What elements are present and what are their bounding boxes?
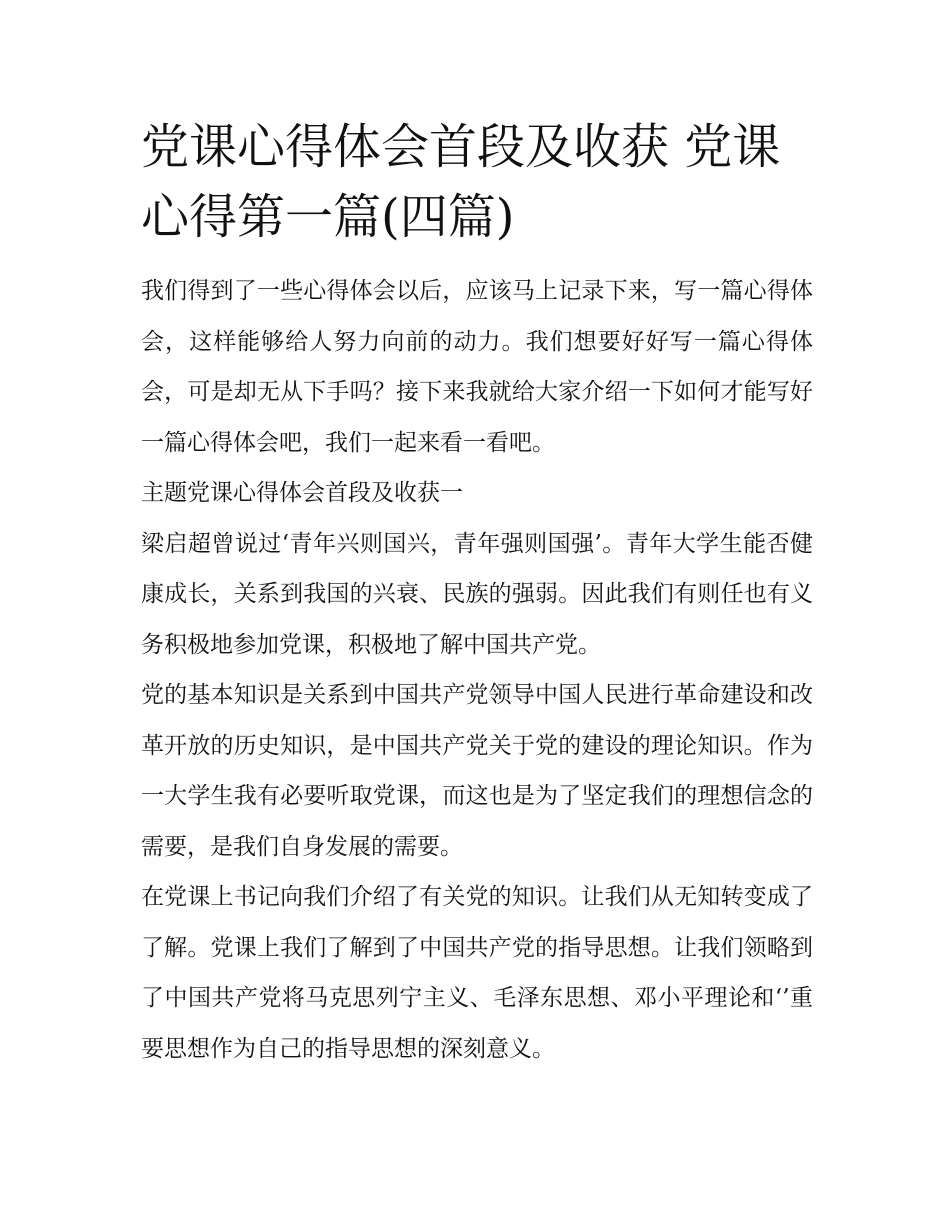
document-body <box>141 112 813 1074</box>
paragraph-list <box>141 266 813 1074</box>
paragraph-party-knowledge: 党的基本知识是关系到中国共产党领导中国人民进行革命建设和改革开放的历史知识，是中国共产党关于党的建设的理论知识。作为一大学生我有必要听取党课，而这也是为了坚定我们的理想信念的需要，是我们自身发展的需要。 <box>141 682 813 860</box>
document-title: 党课心得体会首段及收获 党课心得第一篇(四篇) <box>141 119 781 245</box>
paragraph-intro: 我们得到了一些心得体会以后，应该马上记录下来，写一篇心得体会，这样能够给人努力向前的动力。我们想要好好写一篇心得体会，可是却无从下手吗？接下来我就给大家介绍一下如何才能写好一篇心得体会吧，我们一起来看一看吧。 <box>141 278 813 456</box>
section-heading: 主题党课心得体会首段及收获一 <box>141 480 463 506</box>
paragraph-liang-qichao: 梁启超曾说过‘青年兴则国兴，青年强则国强’。青年大学生能否健康成长，关系到我国的兴衰、民族的强弱。因此我们有则任也有义务积极地参加党课，积极地了解中国共产党。 <box>141 530 813 658</box>
paragraph-party-class: 在党课上书记向我们介绍了有关党的知识。让我们从无知转变成了了解。党课上我们了解到了中国共产党的指导思想。让我们领略到了中国共产党将马克思列宁主义、毛泽东思想、邓小平理论和‘’重要思想作为自己的指导思想的深刻意义。 <box>141 884 813 1062</box>
